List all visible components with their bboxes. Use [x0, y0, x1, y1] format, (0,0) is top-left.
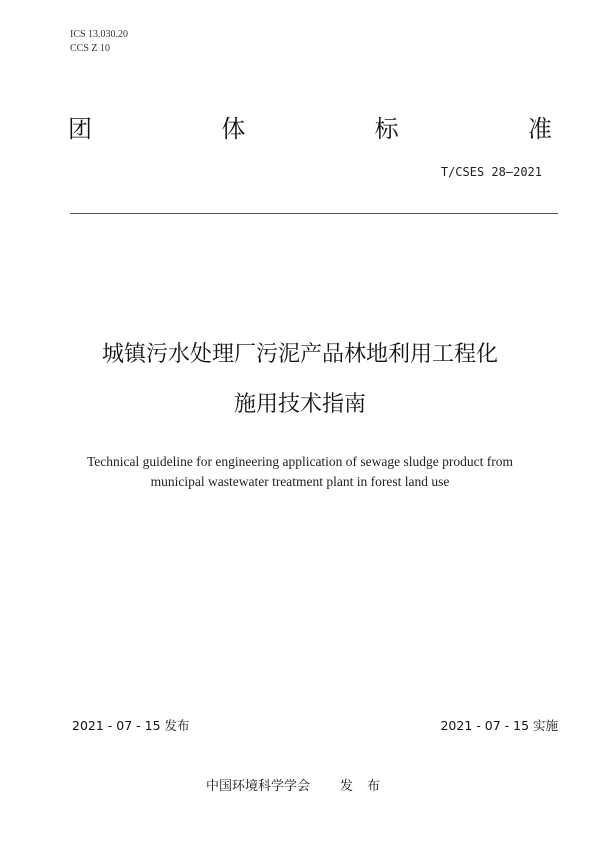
- implementation-date: 2021 - 07 - 15 实施: [440, 718, 558, 733]
- chinese-title-line: 城镇污水处理厂污泥产品林地利用工程化: [101, 342, 498, 367]
- standard-type-char: 团: [68, 115, 92, 143]
- classification-codes: [70, 28, 128, 56]
- chinese-title-line: 施用技术指南: [233, 392, 366, 417]
- chinese-title: [0, 330, 600, 430]
- english-title-line: Technical guideline for engineering application of sewage sludge product from: [86, 454, 514, 469]
- publisher-name: 中国环境科学学会: [205, 779, 310, 794]
- publish-action: 发布: [340, 779, 395, 794]
- standard-number: T/CSES 28—2021: [440, 165, 542, 179]
- standard-type-heading: [68, 112, 552, 146]
- standard-type-char: 标: [374, 115, 399, 143]
- header-divider: [70, 213, 558, 214]
- publisher-line: [0, 775, 600, 794]
- standard-type-char: 准: [527, 115, 552, 143]
- ics-code: ICS 13.030.20: [70, 29, 129, 40]
- standard-type-char: 体: [221, 115, 246, 143]
- english-title-line: municipal wastewater treatment plant in forest land use: [150, 474, 450, 489]
- ccs-code: CCS Z 10: [70, 43, 111, 54]
- english-title: [0, 452, 600, 492]
- issue-date: 2021 - 07 - 15 发布: [72, 718, 190, 733]
